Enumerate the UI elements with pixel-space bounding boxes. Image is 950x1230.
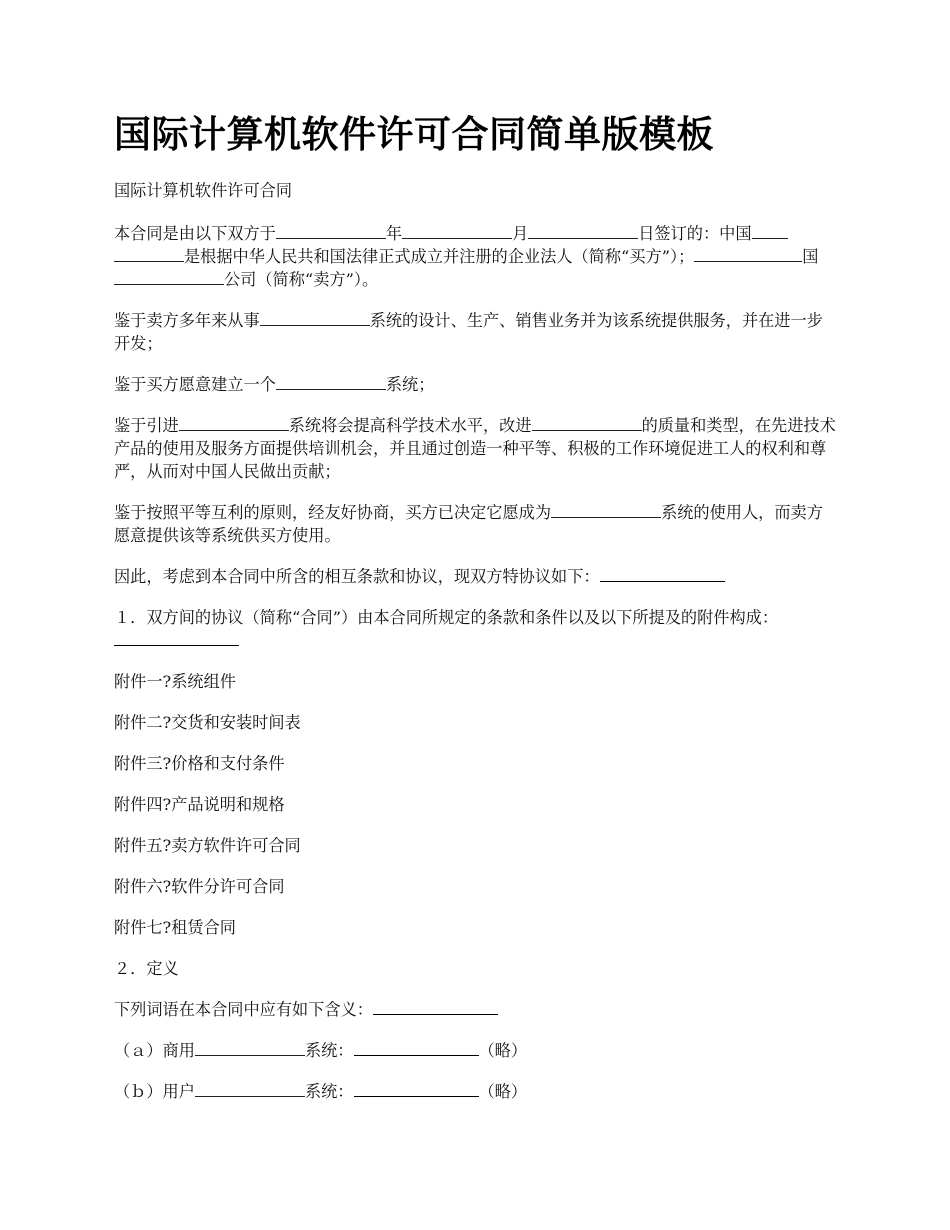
text: 系统：: [304, 1041, 354, 1060]
text: 系统：: [304, 1082, 354, 1101]
list-item: 附件四?产品说明和规格: [114, 795, 285, 814]
text: 系统的设计、生产、销售业务并为该系统提供服务，并在进一步开发；: [114, 311, 823, 353]
paragraph-seller: [114, 309, 838, 355]
definition-a: [114, 1039, 838, 1062]
blank-field: [195, 1040, 305, 1056]
blank-field: [748, 246, 802, 262]
contract-subtitle: 国际计算机软件许可合同: [114, 181, 293, 200]
text: 公司（简称“卖方”）。: [224, 270, 379, 289]
list-item: 附件六?软件分许可合同: [114, 877, 285, 896]
text: １．双方间的协议（简称“合同”）由本合同所规定的条款和条件以及以下所提及的附件构成：: [114, 608, 779, 627]
blank-field: [276, 223, 386, 239]
signature-line: [114, 631, 239, 646]
blank-field: [694, 246, 748, 262]
attachment-list: [114, 670, 838, 939]
text: 鉴于买方愿意建立一个: [114, 375, 276, 394]
paragraph-introduction: [114, 414, 838, 483]
list-item: 附件二?交货和安装时间表: [114, 713, 301, 732]
paragraph-equality: [114, 501, 838, 547]
text: （略）: [478, 1082, 528, 1101]
list-item: 附件五?卖方软件许可合同: [114, 836, 301, 855]
blank-field: [114, 269, 224, 285]
blank-field: [551, 502, 661, 518]
text: 鉴于引进: [114, 416, 179, 435]
text: 年: [385, 224, 403, 243]
blank-field: [179, 415, 289, 431]
section-1: [114, 606, 838, 652]
blank-field: [532, 415, 642, 431]
signature-line: [354, 1082, 479, 1097]
text: 国: [802, 247, 819, 266]
blank-field: [528, 223, 638, 239]
text: （ａ）商用: [114, 1041, 195, 1060]
text: 的质量和类型，在先进技术产品的使用及服务方面提供培训机会，并且通过创造一种平等、积极的工作环境促进工人的权利和尊严，从而对中国人民做出贡献；: [114, 416, 836, 481]
signature-line: [600, 567, 725, 582]
blank-field: [114, 246, 184, 262]
text: 系统的使用人，而卖方愿意提供该等系统供买方使用。: [114, 503, 823, 545]
section-2-heading: ２．定义: [114, 959, 179, 978]
blank-field: [195, 1081, 305, 1097]
signature-line: [354, 1041, 479, 1056]
blank-field: [276, 374, 386, 390]
text: 本合同是由以下双方于: [114, 224, 276, 243]
text: 是根据中华人民共和国法律正式成立并注册的企业法人（简称“买方”）；: [184, 247, 695, 266]
text: 鉴于卖方多年来从事: [114, 311, 260, 330]
text: 鉴于按照平等互利的原则，经友好协商，买方已决定它愿成为: [114, 503, 552, 522]
blank-field: [402, 223, 512, 239]
blank-field: [752, 223, 788, 239]
document-title: 国际计算机软件许可合同简单版模板: [114, 113, 714, 156]
text: 日签订的：中国: [638, 224, 752, 243]
paragraph-agreement: [114, 565, 838, 588]
text: 下列词语在本合同中应有如下含义：: [114, 1000, 373, 1019]
text: 月: [512, 224, 529, 243]
definitions-intro: [114, 998, 838, 1021]
text: 系统；: [385, 375, 435, 394]
paragraph-parties: [114, 222, 838, 291]
text: （ｂ）用户: [114, 1082, 195, 1101]
text: 系统将会提高科学技术水平，改进: [288, 416, 532, 435]
signature-line: [373, 1000, 498, 1015]
list-item: 附件一?系统组件: [114, 672, 236, 691]
list-item: 附件七?租赁合同: [114, 918, 236, 937]
blank-field: [260, 310, 370, 326]
paragraph-buyer: [114, 373, 838, 396]
list-item: 附件三?价格和支付条件: [114, 754, 285, 773]
text: 因此，考虑到本合同中所含的相互条款和协议，现双方特协议如下：: [114, 567, 600, 586]
definition-b: [114, 1080, 838, 1103]
text: （略）: [478, 1041, 528, 1060]
